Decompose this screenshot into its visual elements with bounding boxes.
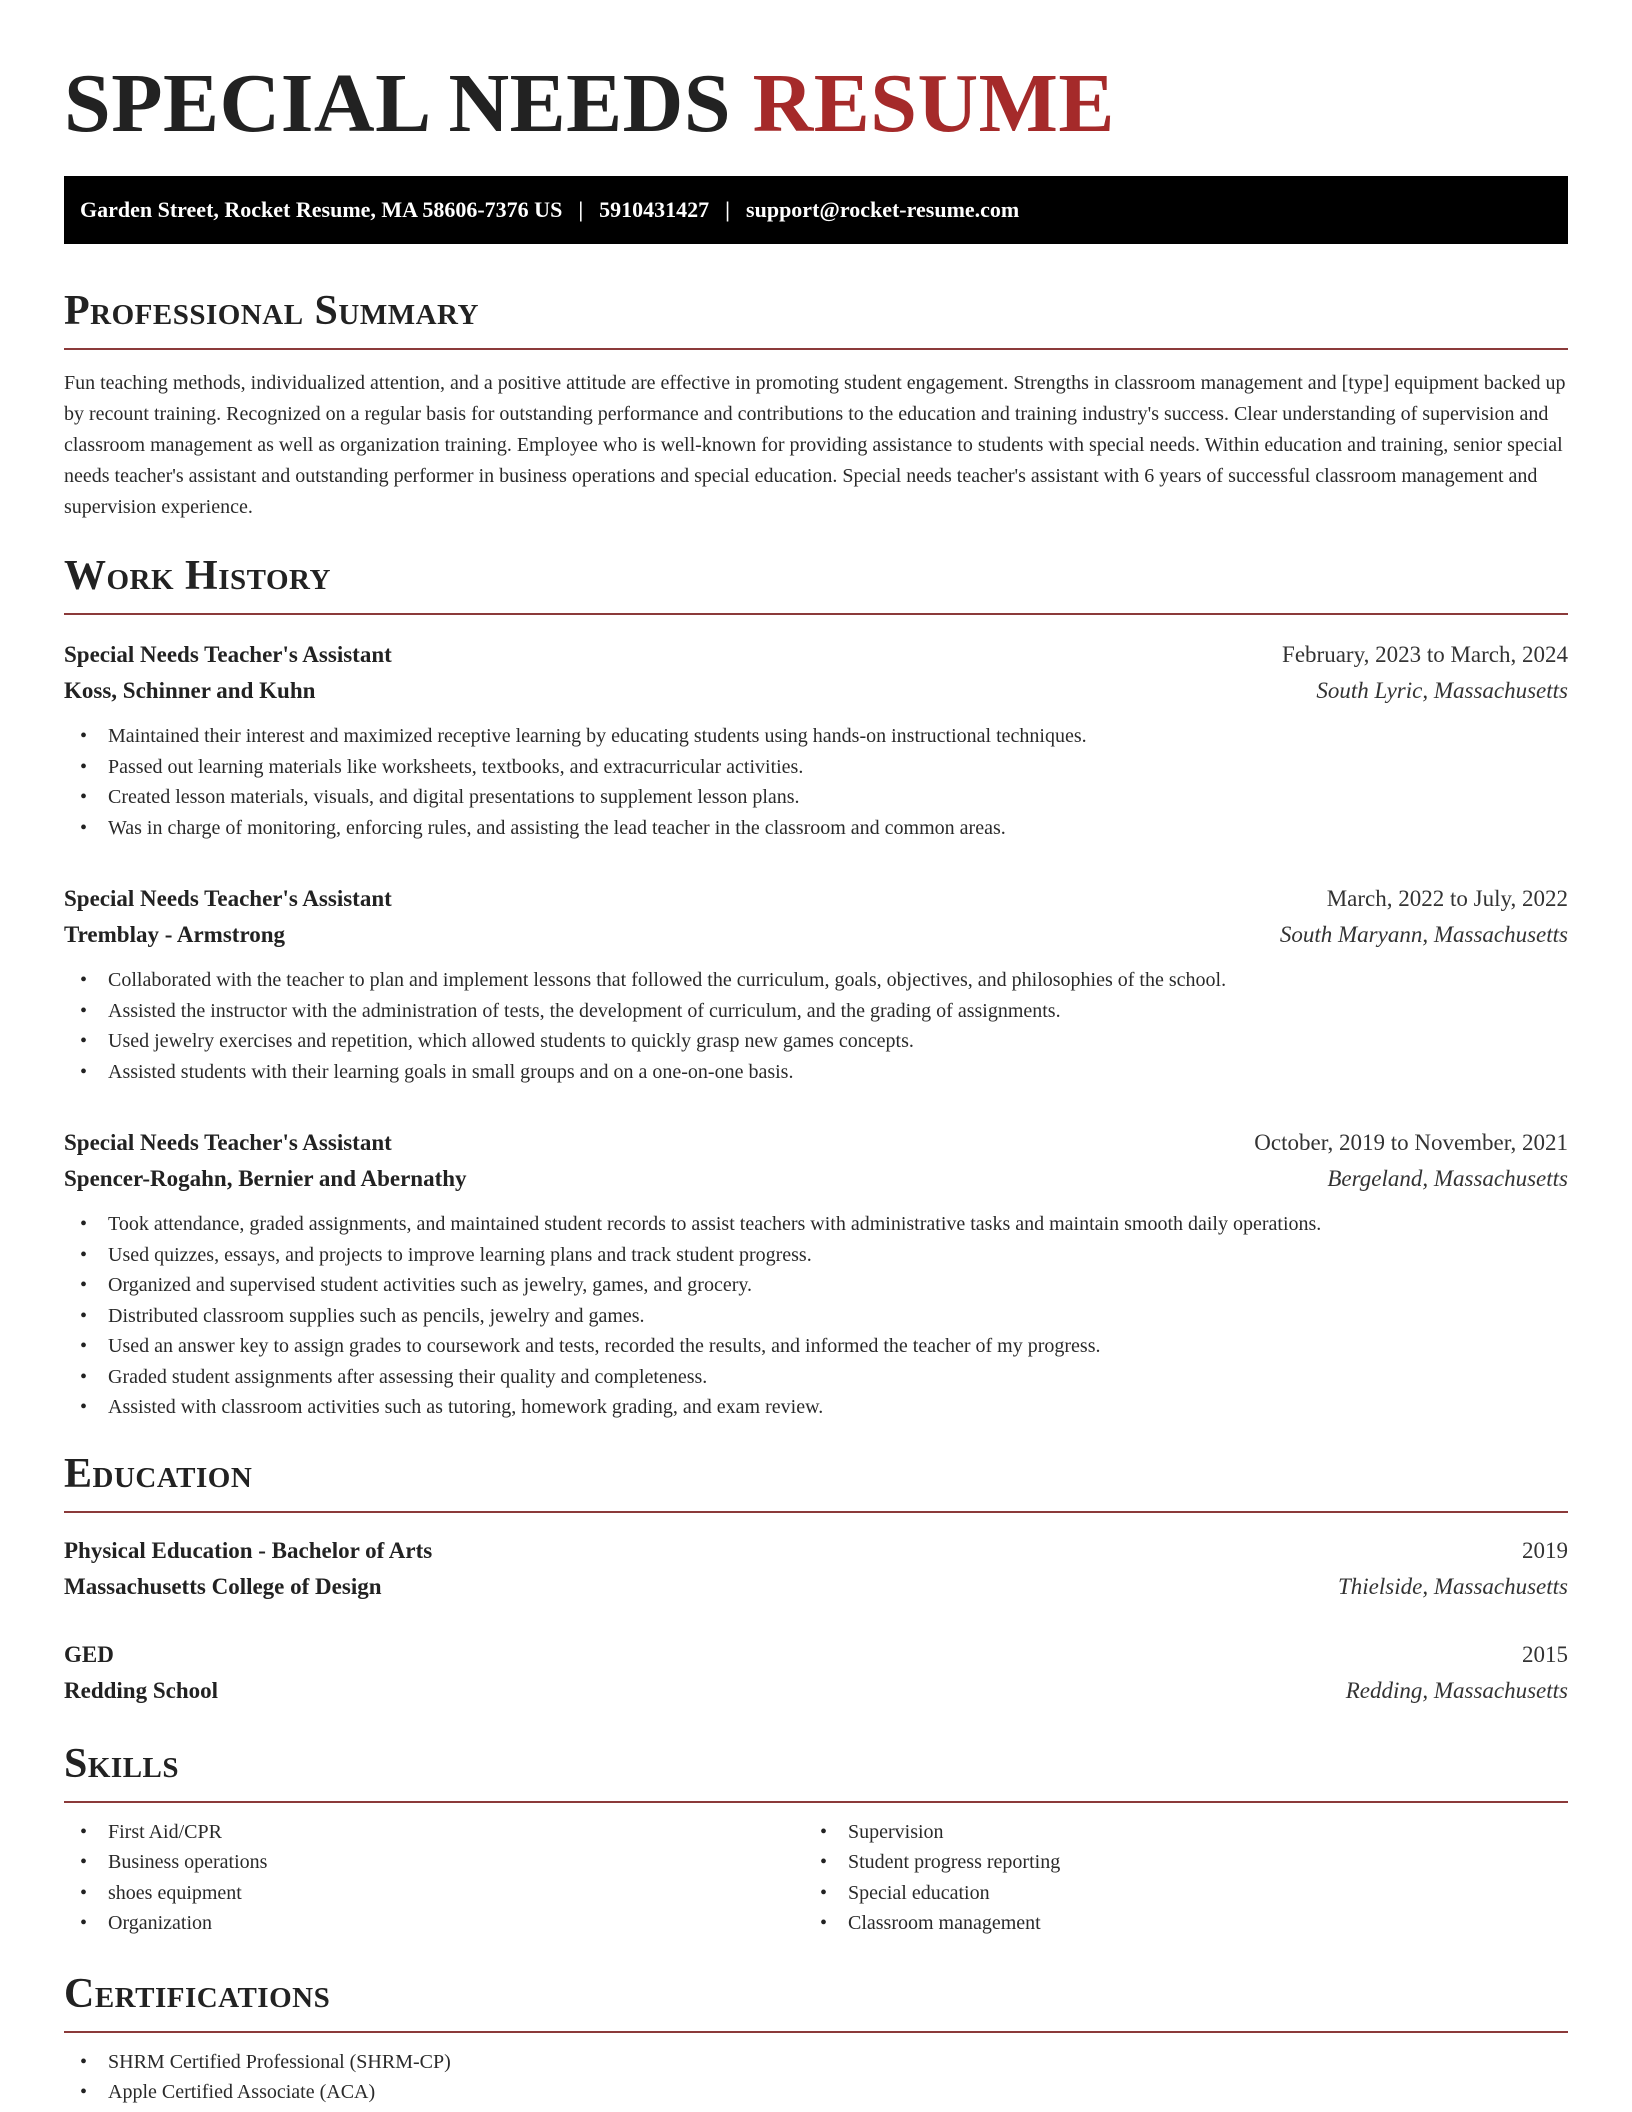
job-bullet-list [64, 721, 1568, 843]
contact-phone: 5910431427 [599, 197, 710, 222]
summary-section [64, 286, 1568, 523]
title-accent: RESUME [752, 57, 1115, 150]
job-dates: October, 2019 to November, 2021 [1254, 1130, 1568, 1155]
section-heading-work-history: Work History [64, 553, 331, 599]
education-school: Redding School [64, 1677, 219, 1703]
job-company-row [64, 917, 1568, 953]
section-divider [64, 348, 1568, 350]
education-school-row [64, 1569, 1568, 1605]
job-bullet: • Used an answer key to assign grades to coursework and tests, recorded the results, and informed the teacher of my progress. [64, 1331, 1568, 1362]
skill-item: • Organization [64, 1908, 804, 1939]
contact-email: support@rocket-resume.com [746, 197, 1020, 222]
job-bullet: • Distributed classroom supplies such as pencils, jewelry and games. [64, 1301, 1568, 1332]
job-entry [64, 637, 1568, 843]
education-header-row [64, 1533, 1568, 1569]
job-bullet-list [64, 965, 1568, 1087]
resume-title [64, 0, 1568, 152]
section-heading-summary: Professional Summary [64, 288, 479, 334]
section-heading-education: Education [64, 1450, 253, 1497]
section-heading-certifications: Certifications [64, 1970, 331, 2017]
education-year: 2015 [1522, 1641, 1568, 1667]
skills-list-left [64, 1817, 804, 1939]
job-company: Koss, Schinner and Kuhn [64, 678, 316, 703]
job-bullet: • Assisted students with their learning goals in small groups and on a one-on-one basis. [64, 1057, 1568, 1088]
job-bullet: • Created lesson materials, visuals, and digital presentations to supplement lesson plans. [64, 782, 1568, 813]
education-school: Massachusetts College of Design [64, 1573, 382, 1599]
skill-item: • Student progress reporting [804, 1847, 1544, 1878]
certifications-list [64, 2047, 1568, 2108]
job-bullet: • Was in charge of monitoring, enforcing rules, and assisting the lead teacher in the classroom and common areas. [64, 813, 1568, 844]
job-title: Special Needs Teacher's Assistant [64, 1130, 392, 1155]
skill-item: • Special education [804, 1878, 1544, 1909]
job-title: Special Needs Teacher's Assistant [64, 886, 392, 911]
job-company-row [64, 1161, 1568, 1197]
job-bullet: • Organized and supervised student activities such as jewelry, games, and grocery. [64, 1270, 1568, 1301]
section-divider [64, 1511, 1568, 1513]
work-history-section [64, 551, 1568, 1423]
job-bullet: • Graded student assignments after assessing their quality and completeness. [64, 1362, 1568, 1393]
skills-columns [64, 1817, 1568, 1939]
job-entry [64, 881, 1568, 1087]
skills-section [64, 1739, 1568, 1939]
skill-item: • Classroom management [804, 1908, 1544, 1939]
job-location: South Maryann, Massachusetts [1279, 922, 1568, 947]
certification-item: • Apple Certified Associate (ACA) [64, 2077, 1568, 2108]
education-location: Thielside, Massachusetts [1338, 1573, 1568, 1599]
job-location: South Lyric, Massachusetts [1316, 678, 1568, 703]
skill-item: • shoes equipment [64, 1878, 804, 1909]
job-entry [64, 1125, 1568, 1423]
education-degree: GED [64, 1641, 114, 1667]
contact-separator: | [725, 197, 731, 222]
job-bullet: • Collaborated with the teacher to plan and implement lessons that followed the curriculum, goals, objectives, and philosophies of the school. [64, 965, 1568, 996]
certification-item: • SHRM Certified Professional (SHRM-CP) [64, 2047, 1568, 2078]
skill-item: • Business operations [64, 1847, 804, 1878]
education-degree: Physical Education - Bachelor of Arts [64, 1537, 433, 1563]
job-header-row [64, 637, 1568, 673]
job-bullet: • Assisted with classroom activities such as tutoring, homework grading, and exam review. [64, 1392, 1568, 1423]
section-divider [64, 613, 1568, 615]
summary-text: Fun teaching methods, individualized attention, and a positive attitude are effective in promoting student engagement. Strengths in classroom management and [type] equipment backed up by recount training. Recognized on a regular basis for outstanding performance and contributions to the education and training industry's success. Clear understanding of supervision and classroom management as well as organization training. Employee who is well-known for providing assistance to students with special needs. Within education and training, senior special needs teacher's assistant and outstanding performer in business operations and special education. Special needs teacher's assistant with 6 years of successful classroom management and supervision experience. [64, 372, 1566, 518]
education-entry [64, 1533, 1568, 1605]
contact-address: Garden Street, Rocket Resume, MA 58606-7376 US [80, 197, 563, 222]
education-entry [64, 1637, 1568, 1709]
section-divider [64, 1801, 1568, 1803]
education-section [64, 1449, 1568, 1709]
job-title: Special Needs Teacher's Assistant [64, 642, 392, 667]
education-school-row [64, 1673, 1568, 1709]
section-heading-skills: Skills [64, 1740, 180, 1787]
job-dates: March, 2022 to July, 2022 [1326, 886, 1568, 911]
job-bullet: • Passed out learning materials like worksheets, textbooks, and extracurricular activities. [64, 752, 1568, 783]
education-year: 2019 [1522, 1537, 1568, 1563]
skill-item: • Supervision [804, 1817, 1544, 1848]
job-bullet: • Assisted the instructor with the administration of tests, the development of curriculum, and the grading of assignments. [64, 996, 1568, 1027]
skill-item: • First Aid/CPR [64, 1817, 804, 1848]
certifications-section [64, 1969, 1568, 2108]
job-header-row [64, 881, 1568, 917]
job-location: Bergeland, Massachusetts [1327, 1166, 1568, 1191]
job-company: Tremblay - Armstrong [64, 922, 286, 947]
job-bullet-list [64, 1209, 1568, 1423]
job-bullet: • Used quizzes, essays, and projects to improve learning plans and track student progress. [64, 1240, 1568, 1271]
job-dates: February, 2023 to March, 2024 [1282, 642, 1568, 667]
skills-list-right [804, 1817, 1544, 1939]
job-company: Spencer-Rogahn, Bernier and Abernathy [64, 1166, 467, 1191]
job-bullet: • Maintained their interest and maximized receptive learning by educating students using hands-on instructional techniques. [64, 721, 1568, 752]
job-company-row [64, 673, 1568, 709]
job-header-row [64, 1125, 1568, 1161]
job-bullet: • Took attendance, graded assignments, and maintained student records to assist teachers with administrative tasks and maintain smooth daily operations. [64, 1209, 1568, 1240]
section-divider [64, 2031, 1568, 2033]
title-main: SPECIAL NEEDS [64, 57, 732, 150]
education-location: Redding, Massachusetts [1345, 1677, 1568, 1703]
contact-bar [64, 176, 1568, 244]
contact-separator: | [578, 197, 584, 222]
job-bullet: • Used jewelry exercises and repetition, which allowed students to quickly grasp new games concepts. [64, 1026, 1568, 1057]
education-header-row [64, 1637, 1568, 1673]
